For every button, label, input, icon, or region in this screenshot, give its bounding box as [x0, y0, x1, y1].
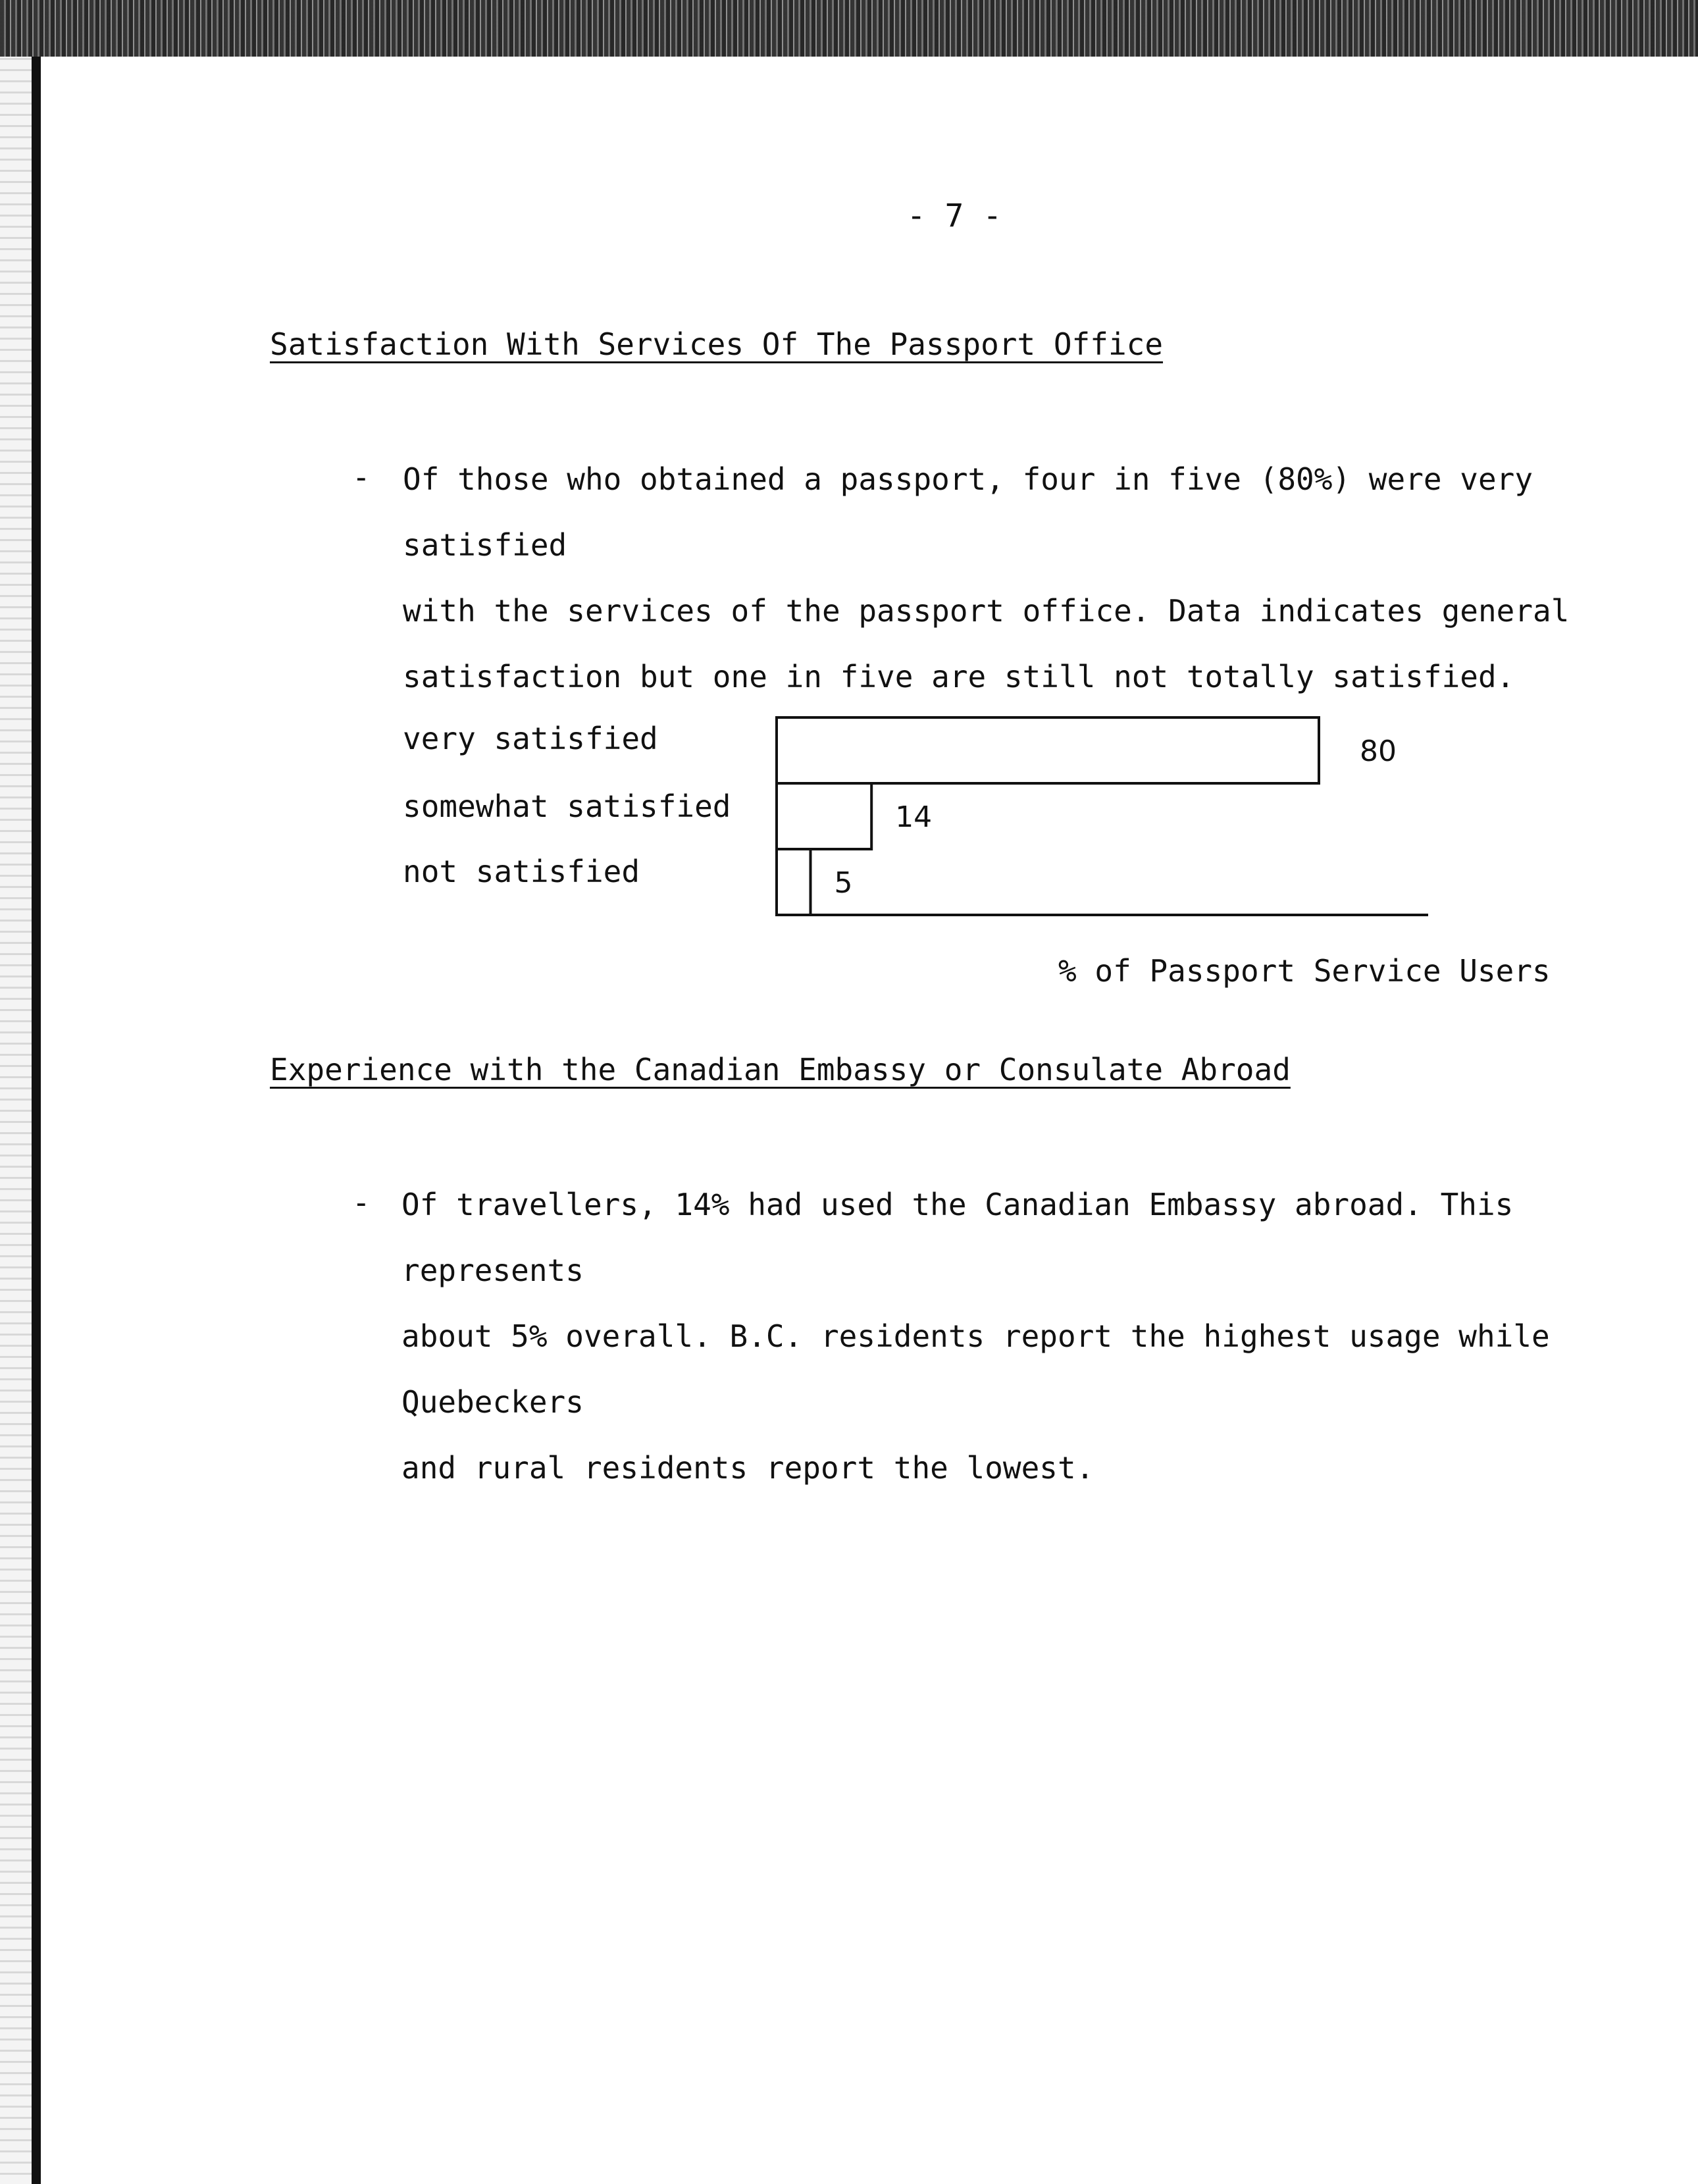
bar-value-label-not-satisfied: 5: [834, 866, 853, 900]
scan-border-left: [32, 57, 41, 2184]
bar-not-satisfied: [777, 849, 811, 915]
category-label-not-satisfied: not satisfied: [403, 854, 640, 889]
satisfaction-bar-chart: [777, 704, 1448, 922]
scan-border-left-edge: [0, 57, 32, 2184]
bar-value-label-somewhat-satisfied: 14: [895, 800, 933, 834]
category-label-somewhat-satisfied: somewhat satisfied: [403, 789, 731, 824]
paragraph-embassy-experience: Of travellers, 14% had used the Canadian Embassy abroad. This represents about 5% overall. B.C. residents report the highest usage while Quebeckers and rural residents report the lowest.: [401, 1187, 1550, 1486]
section-heading-embassy: Experience with the Canadian Embassy or Consulate Abroad: [270, 1052, 1291, 1087]
page-number: - 7 -: [906, 197, 1002, 234]
bullet-dash: -: [352, 459, 371, 495]
chart-axis-title: % of Passport Service Users: [1058, 953, 1551, 989]
section-heading-passport-office: Satisfaction With Services Of The Passport Office: [270, 326, 1164, 362]
bullet-dash: -: [352, 1185, 371, 1220]
bar-somewhat-satisfied: [777, 783, 871, 849]
paragraph-passport-satisfaction: Of those who obtained a passport, four in five (80%) were very satisfied with the services of the passport office. Data indicates general satisfaction but one in five are still not totally satisfied.: [403, 461, 1570, 694]
bar-value-label-very-satisfied: 80: [1360, 735, 1397, 768]
scan-border-top: [0, 0, 1698, 57]
bar-very-satisfied: [777, 717, 1319, 783]
category-label-very-satisfied: very satisfied: [403, 721, 658, 756]
